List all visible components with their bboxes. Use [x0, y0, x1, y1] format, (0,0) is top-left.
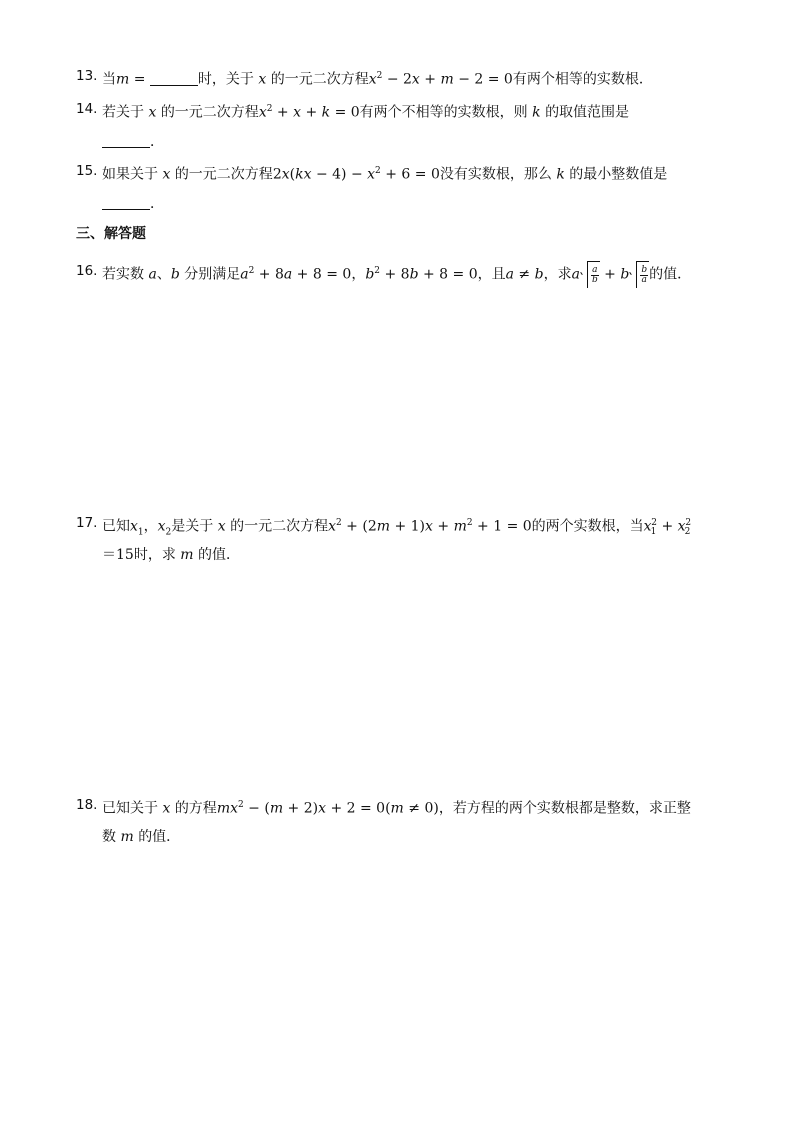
sqrt-b-over-a: $\frac{b}{a}$: [629, 261, 649, 288]
question-number: 17.: [76, 515, 98, 531]
worksheet-page: 13. 当m = 时，关于 x 的一元二次方程$x^2 - 2x + m - 2 = 0$有两个相等的实数根． 14. 若关于 x 的一元二次方程$x^2 + x + k = 0$有两个不相等的实数根，则 k 的取值范围是 ． 15. 如果关于 x 的一元二次方程$2x(kx - 4) - x^2 + 6 = 0$没有实数根，那么 k 的最小整数值是 ． 三、解答题 16. 若实数 a、b 分别满足$a^2 + 8a + 8 = 0$，$b^2 + 8b + 8 = 0$，且a ≠ b，求a $\frac{a}{b}$ + b $\frac{b}{a}$ 的值． 17. 已知$x_1$，$x_2$是关于 x 的一元二次方程$x^2 + (2m + 1)x + m^2 + 1 = 0$的两个实数根，当$x_1^2 + x_2^2$ ＝15时，求 m 的值． 18. 已知关于 x 的方程$mx^2 - (m + 2)x + 2 = 0(m \ne 0)$，若方程的两个实数根都是整数，求正整 数 m 的值．: [76, 68, 692, 845]
section-heading: 三、解答题: [76, 226, 146, 242]
question-number: 16.: [76, 263, 98, 279]
answer-blank: [150, 71, 198, 86]
answer-blank: [102, 195, 150, 210]
answer-blank: [102, 133, 150, 148]
question-number: 18.: [76, 797, 98, 813]
question-number: 14.: [76, 101, 98, 117]
sqrt-a-over-b: $\frac{a}{b}$: [580, 261, 600, 288]
question-number: 15.: [76, 163, 98, 179]
question-number: 13.: [76, 68, 98, 84]
